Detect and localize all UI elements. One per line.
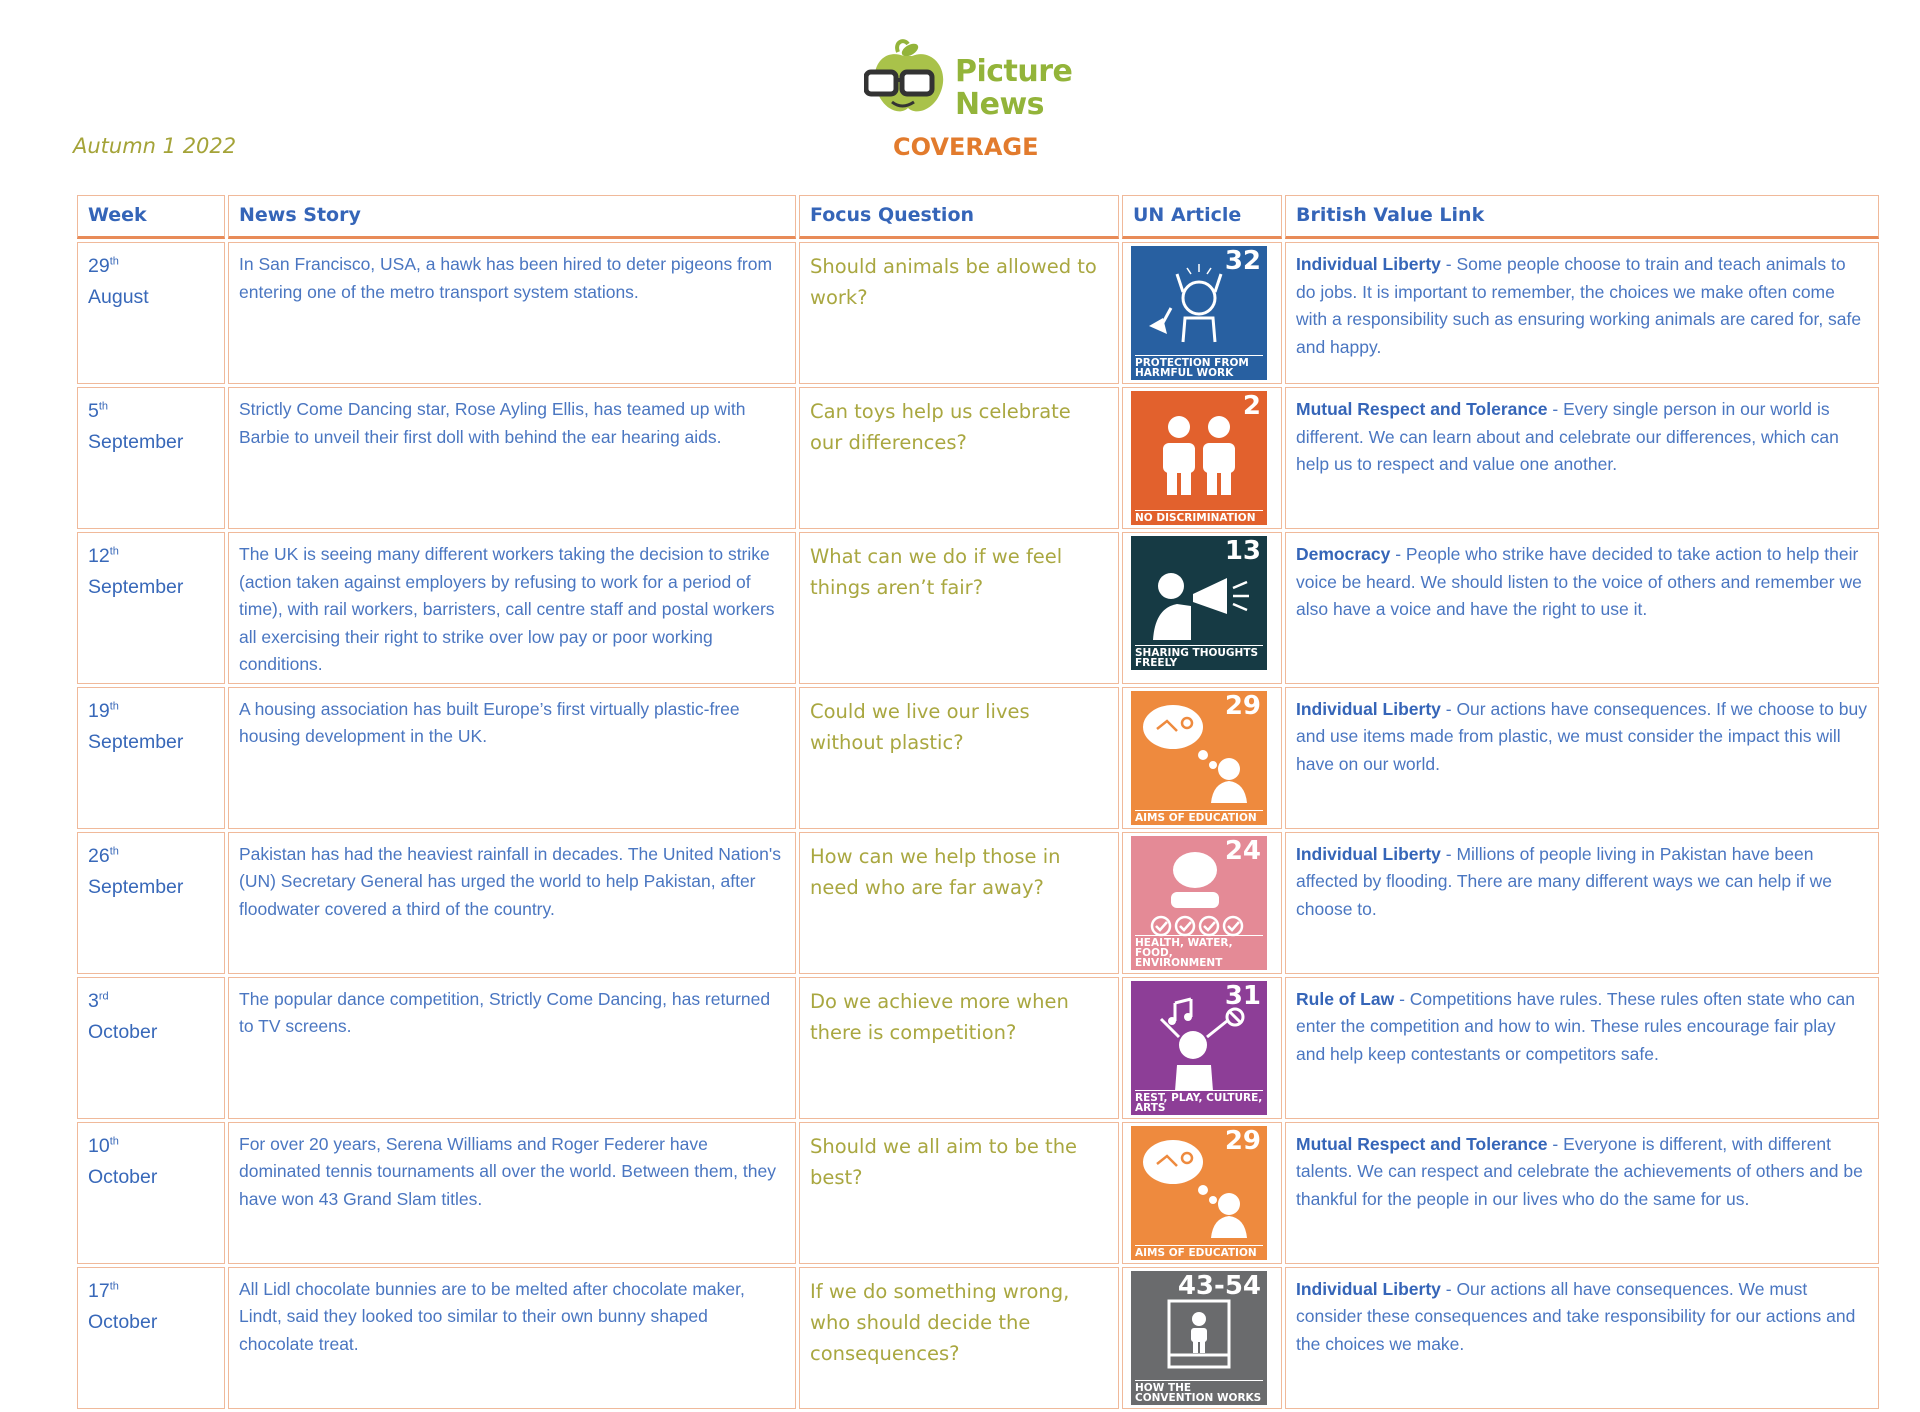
table-row (77, 1267, 1879, 1409)
article-number: 29 (1224, 690, 1261, 721)
week-month: October (88, 1020, 158, 1043)
news-story-cell: Strictly Come Dancing star, Rose Ayling Ellis, has teamed up with Barbie to unveil their first doll with behind the ear hearing aids. (228, 387, 796, 529)
un-article-badge (1131, 691, 1267, 825)
un-article-cell (1122, 387, 1282, 529)
focus-question-cell: Should we all aim to be the best? (799, 1122, 1119, 1264)
value-text: - Competitions have rules. These rules often state who can enter the competition and how to win. These rules encourage fair play and help keep contestants or competitors safe. (1296, 988, 1855, 1064)
news-story-cell: A housing association has built Europe’s first virtually plastic-free housing development in the UK. (228, 687, 796, 829)
table-row (77, 1122, 1879, 1264)
week-day: 12 (88, 545, 110, 567)
week-cell (77, 242, 225, 384)
week-month: September (88, 730, 184, 753)
week-cell (77, 687, 225, 829)
value-text: - Millions of people living in Pakistan have been affected by flooding. There are many different ways we can help if we choose to. (1296, 843, 1833, 919)
table-row (77, 977, 1879, 1119)
week-cell (77, 832, 225, 974)
week-cell (77, 1267, 225, 1409)
logo-wordmark (955, 55, 1072, 121)
table-header-row (77, 195, 1879, 239)
focus-question-cell: Can toys help us celebrate our differences? (799, 387, 1119, 529)
un-article-cell (1122, 532, 1282, 684)
value-text: - People who strike have decided to take action to help their voice be heard. We should listen to the voice of others and remember we also have a voice and have the right to use it. (1296, 544, 1862, 619)
news-story-cell: The UK is seeing many different workers taking the decision to strike (action taken against employers by refusing to work for a period of time), with rail workers, barristers, call centre staff and postal workers all exercising their right to strike over low pay or poor working conditions. (228, 532, 796, 684)
col-header-un-article: UN Article (1122, 195, 1282, 239)
news-story-cell: Pakistan has had the heaviest rainfall in decades. The United Nation's (UN) Secretary General has urged the world to help Pakistan, after floodwater covered a third of the country. (228, 832, 796, 974)
value-name: Individual Liberty (1296, 1278, 1441, 1299)
news-story-cell: All Lidl chocolate bunnies are to be melted after chocolate maker, Lindt, said they looked too similar to their own bunny shaped chocolate treat. (228, 1267, 796, 1409)
table-body (77, 242, 1879, 1409)
week-cell (77, 977, 225, 1119)
article-caption: PROTECTION FROM HARMFUL WORK (1135, 355, 1263, 378)
news-story-cell: In San Francisco, USA, a hawk has been hired to deter pigeons from entering one of the metro transport system stations. (228, 242, 796, 384)
article-caption: NO DISCRIMINATION (1135, 510, 1263, 523)
focus-question-cell: Do we achieve more when there is competition? (799, 977, 1119, 1119)
british-value-cell (1285, 242, 1879, 384)
value-name: Individual Liberty (1296, 698, 1441, 719)
value-name: Rule of Law (1296, 988, 1395, 1009)
apple-glasses-icon (864, 38, 954, 118)
article-number: 32 (1224, 246, 1261, 276)
week-month: October (88, 1165, 158, 1188)
week-ordinal: th (109, 845, 119, 857)
week-day: 29 (88, 255, 110, 277)
news-story-cell: For over 20 years, Serena Williams and Roger Federer have dominated tennis tournaments all over the world. Between them, they have won 43 Grand Slam titles. (228, 1122, 796, 1264)
week-month: September (88, 576, 184, 598)
british-value-cell (1285, 832, 1879, 974)
article-number: 43-54 (1177, 1270, 1261, 1301)
un-article-cell (1122, 687, 1282, 829)
week-month: September (88, 431, 184, 453)
article-caption: HEALTH, WATER, FOOD, ENVIRONMENT (1135, 935, 1263, 968)
week-cell (77, 1122, 225, 1264)
focus-question-cell: How can we help those in need who are far away? (799, 832, 1119, 974)
coverage-table (74, 192, 1882, 1412)
table-row (77, 832, 1879, 974)
article-caption: REST, PLAY, CULTURE, ARTS (1135, 1091, 1263, 1114)
value-text: - Every single person in our world is different. We can learn about and celebrate our differences, which can help us to respect and value one another. (1296, 399, 1839, 474)
un-article-badge (1131, 836, 1267, 970)
week-ordinal: th (109, 700, 119, 712)
week-ordinal: th (98, 400, 109, 413)
logo-line-1: Picture (955, 54, 1073, 89)
british-value-cell (1285, 1122, 1879, 1264)
value-name: Mutual Respect and Tolerance (1296, 399, 1548, 419)
week-ordinal: th (109, 1280, 119, 1292)
week-month: October (88, 1310, 158, 1333)
article-number: 24 (1224, 835, 1261, 866)
week-day: 3 (88, 989, 99, 1012)
un-article-badge (1131, 536, 1267, 670)
article-caption: SHARING THOUGHTS FREELY (1135, 645, 1263, 668)
table-row (77, 687, 1879, 829)
british-value-cell (1285, 687, 1879, 829)
article-caption: HOW THE CONVENTION WORKS (1135, 1381, 1262, 1404)
focus-question-cell: If we do something wrong, who should decide the consequences? (799, 1267, 1119, 1409)
focus-question-cell: Could we live our lives without plastic? (799, 687, 1119, 829)
un-article-badge (1131, 1126, 1267, 1260)
logo-line-2: News (955, 87, 1045, 122)
un-article-badge (1131, 981, 1267, 1115)
coverage-title: COVERAGE (893, 133, 1039, 161)
news-story-cell: The popular dance competition, Strictly Come Dancing, has returned to TV screens. (228, 977, 796, 1119)
week-cell (77, 532, 225, 684)
col-header-focus-question: Focus Question (799, 195, 1119, 239)
week-day: 19 (88, 699, 110, 722)
week-day: 26 (88, 844, 110, 867)
week-day: 10 (88, 1134, 110, 1157)
focus-question-cell: What can we do if we feel things aren’t fair? (799, 532, 1119, 684)
un-article-badge (1131, 1271, 1267, 1405)
week-ordinal: rd (98, 990, 109, 1002)
un-article-cell (1122, 242, 1282, 384)
value-text: - Everyone is different, with different talents. We can respect and celebrate the achievements of others and be thankful for the people in our lives who do the same for us. (1296, 1133, 1863, 1209)
value-name: Individual Liberty (1296, 254, 1441, 274)
article-number: 13 (1224, 536, 1261, 566)
un-article-cell (1122, 977, 1282, 1119)
value-name: Individual Liberty (1296, 843, 1441, 864)
week-month: September (88, 875, 184, 898)
focus-question-cell: Should animals be allowed to work? (799, 242, 1119, 384)
table-row (77, 532, 1879, 684)
col-header-week: Week (77, 195, 225, 239)
value-name: Mutual Respect and Tolerance (1296, 1133, 1548, 1154)
week-ordinal: th (109, 1135, 119, 1147)
article-caption: AIMS OF EDUCATION (1135, 1245, 1263, 1258)
table-row (77, 242, 1879, 384)
un-article-badge (1131, 391, 1267, 525)
british-value-cell (1285, 387, 1879, 529)
week-ordinal: th (109, 255, 119, 268)
un-article-cell (1122, 832, 1282, 974)
article-number: 2 (1242, 391, 1261, 421)
article-caption: AIMS OF EDUCATION (1135, 810, 1263, 823)
term-label: Autumn 1 2022 (73, 134, 237, 158)
week-cell (77, 387, 225, 529)
col-header-british-value: British Value Link (1285, 195, 1879, 239)
un-article-badge (1131, 246, 1267, 380)
table-row (77, 387, 1879, 529)
week-day: 5 (88, 400, 99, 422)
un-article-cell (1122, 1267, 1282, 1409)
week-month: August (88, 286, 149, 308)
col-header-news-story: News Story (228, 195, 796, 239)
un-article-cell (1122, 1122, 1282, 1264)
week-day: 17 (88, 1279, 110, 1302)
article-number: 31 (1224, 980, 1261, 1011)
week-ordinal: th (109, 545, 119, 558)
value-text: - Our actions all have consequences. We must consider these consequences and take responsibility for our actions and the choices we make. (1296, 1278, 1856, 1354)
value-text: - Our actions have consequences. If we choose to buy and use items made from plastic, we must consider the impact this will have on our world. (1296, 698, 1867, 774)
british-value-cell (1285, 532, 1879, 684)
article-number: 29 (1224, 1125, 1261, 1156)
british-value-cell (1285, 977, 1879, 1119)
british-value-cell (1285, 1267, 1879, 1409)
value-name: Democracy (1296, 544, 1391, 564)
value-text: - Some people choose to train and teach animals to do jobs. It is important to remember, the choices we make often come with a responsibility such as ensuring working animals are cared for, safe and happy. (1296, 254, 1862, 357)
